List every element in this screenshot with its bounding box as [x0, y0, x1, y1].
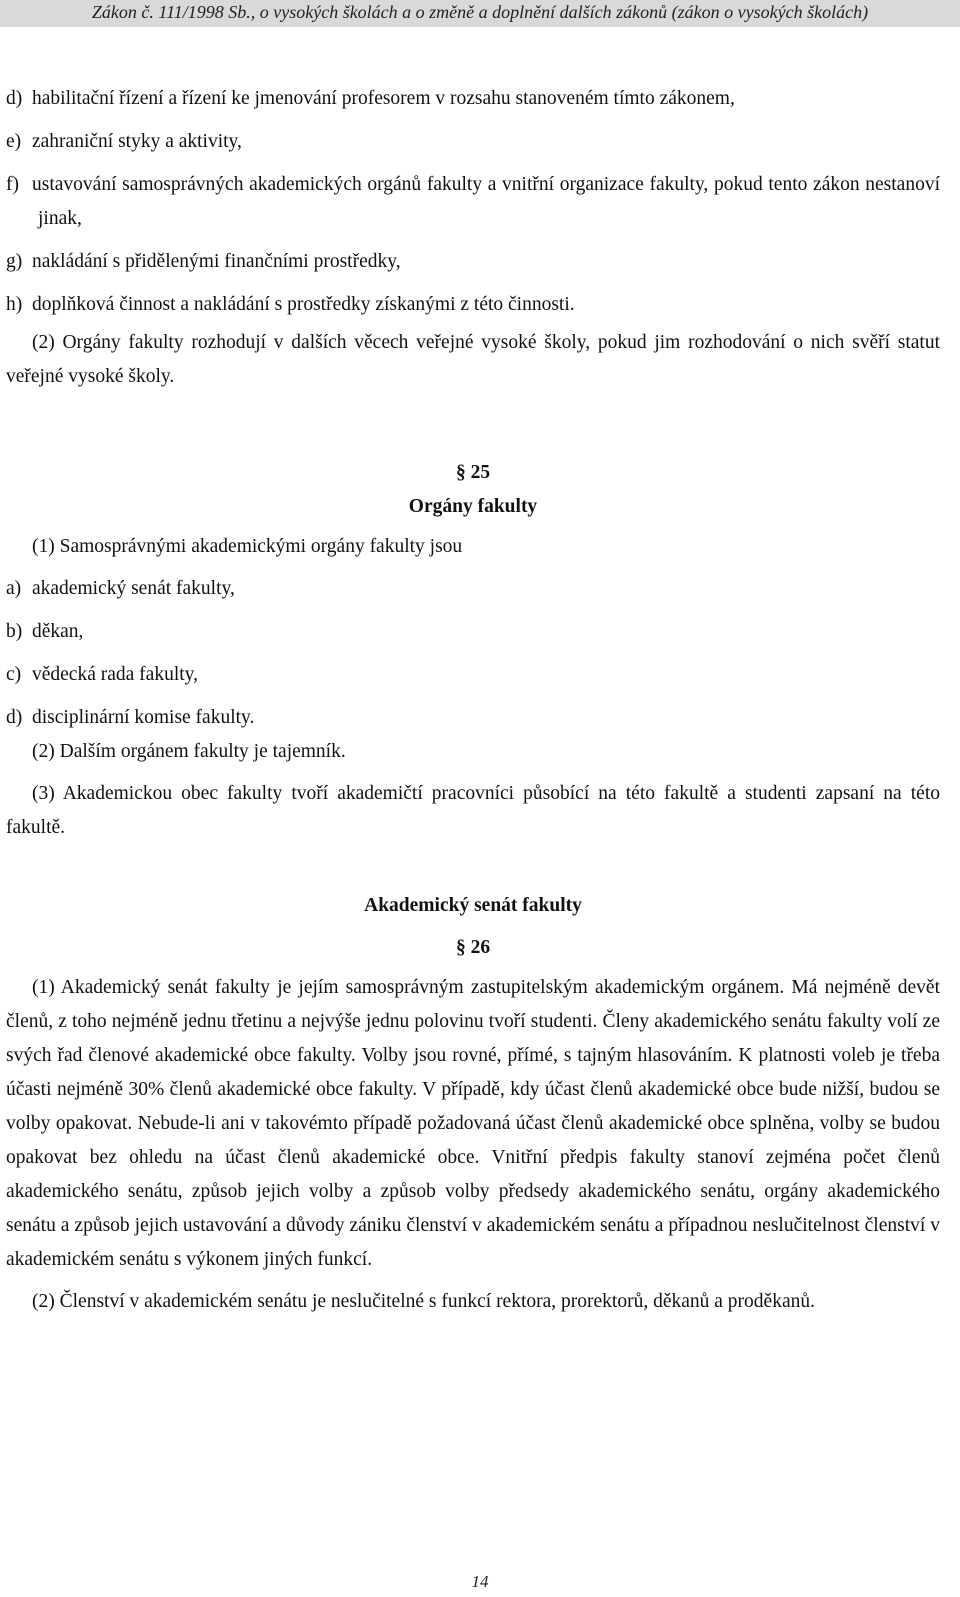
page-content: [6, 82, 940, 1327]
list-item-text: doplňková činnost a nakládání s prostředky získanými z této činnosti.: [32, 294, 575, 315]
list-item-mark: a): [6, 578, 22, 599]
section-25-title: Orgány fakulty: [408, 496, 538, 517]
list-item: [6, 572, 940, 606]
paragraph-24-2: (2) Orgány fakulty rozhodují v dalších věcech veřejné vysoké školy, pokud jim rozhodování o nich svěří statut veřejné vysoké školy.: [6, 332, 940, 387]
section-26-para-2: (2) Členství v akademickém senátu je neslučitelné s funkcí rektora, prorektorů, děkanů a proděkanů.: [32, 1291, 815, 1312]
list-item: [6, 701, 940, 735]
list-item: [6, 168, 940, 236]
section-25-para-3: (3) Akademickou obec fakulty tvoří akademičtí pracovníci působící na této fakultě a studenti zapsaní na této fakultě.: [6, 783, 940, 838]
list-item: [6, 658, 940, 692]
section-25-intro: (1) Samosprávnými akademickými orgány fakulty jsou: [32, 536, 463, 557]
spacer: [6, 845, 940, 889]
section-25-para-2: (2) Dalším orgánem fakulty je tajemník.: [32, 741, 346, 762]
running-header-title: Zákon č. 111/1998 Sb., o vysokých školách a o změně a doplnění dalších zákonů (zákon o vysokých školách): [91, 2, 869, 22]
list-item-mark: e): [6, 131, 22, 152]
spacer: [6, 394, 940, 456]
list-item-text: habilitační řízení a řízení ke jmenování profesorem v rozsahu stanoveném tímto zákonem,: [32, 88, 735, 109]
running-header: [0, 0, 960, 27]
list-item-mark: c): [6, 664, 22, 685]
section-26-number: § 26: [455, 937, 491, 958]
list-item-text: akademický senát fakulty,: [32, 578, 235, 599]
list-item-text: ustavování samosprávných akademických orgánů fakulty a vnitřní organizace fakulty, pokud tento zákon nestanoví jinak,: [32, 174, 940, 229]
page-number: 14: [471, 1572, 489, 1591]
page-footer: [0, 1572, 960, 1592]
list-item-mark: f): [6, 174, 19, 195]
section-26-heading: Akademický senát fakulty: [364, 895, 582, 916]
list-item: [6, 125, 940, 159]
list-item-mark: d): [6, 88, 23, 109]
list-item: [6, 288, 940, 322]
list-item-text: děkan,: [32, 621, 84, 642]
list-item-text: nakládání s přidělenými finančními prostředky,: [32, 251, 401, 272]
list-item-mark: b): [6, 621, 23, 642]
list-item: [6, 615, 940, 649]
list-item-text: vědecká rada fakulty,: [32, 664, 199, 685]
list-item-mark: d): [6, 707, 23, 728]
list-item-text: zahraniční styky a aktivity,: [32, 131, 242, 152]
list-item: [6, 82, 940, 116]
section-25-number: § 25: [455, 462, 491, 483]
section-26-para-1: (1) Akademický senát fakulty je jejím samosprávným zastupitelským akademickým orgánem. Má nejméně devět členů, z toho nejméně jednu třetinu a nejvýše jednu polovinu tvoří studenti. Členy akademického senátu fakulty volí ze svých řad členové akademické obce fakulty. Volby jsou rovné, přímé, s tajným hlasováním. K platnosti voleb je třeba účasti nejméně 30% členů akademické obce fakulty. V případě, kdy účast členů akademické obce bude nižší, budou se volby opakovat. Nebude-li ani v takovémto případě požadovaná účast členů akademické obce splněna, volby se budou opakovat bez ohledu na účast členů akademické obce. Vnitřní předpis fakulty stanoví zejména počet členů akademického senátu, způsob jejich volby a způsob volby předsedy akademického senátu, orgány akademického senátu a způsob jejich ustavování a důvody zániku členství v akademickém senátu a případnou neslučitelnost členství v akademickém senátu s výkonem jiných funkcí.: [6, 977, 940, 1270]
list-item: [6, 245, 940, 279]
list-item-mark: g): [6, 251, 23, 272]
list-item-mark: h): [6, 294, 23, 315]
list-item-text: disciplinární komise fakulty.: [32, 707, 255, 728]
